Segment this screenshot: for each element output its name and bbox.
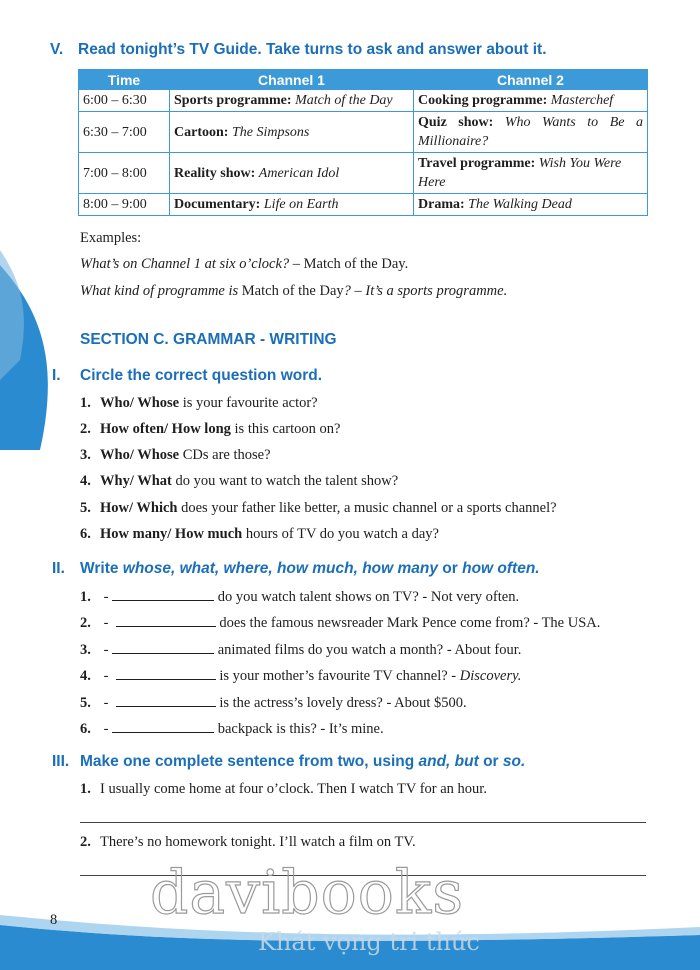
tv-guide-table — [78, 69, 648, 216]
word-options[interactable]: How many/ How much — [100, 526, 243, 542]
item-text: is your favourite actor? — [179, 395, 318, 411]
item-number: 1. — [80, 395, 91, 411]
list-item — [80, 667, 521, 685]
list-item — [80, 473, 398, 490]
answer-blank[interactable] — [112, 720, 214, 733]
list-item — [80, 641, 521, 659]
item-text: backpack is this? - It’s mine. — [214, 721, 384, 737]
item-number: 5. — [80, 695, 91, 711]
dash: - — [103, 589, 109, 605]
examples-label: Examples: — [80, 230, 142, 246]
item-number: 6. — [80, 721, 91, 737]
dash: - — [103, 721, 109, 737]
programme-title: The Walking Dead — [468, 197, 572, 212]
exercise-instruction: Read tonight’s TV Guide. Take turns to ask and answer about it. — [78, 41, 547, 58]
programme-title: Wish You Were Here — [418, 156, 622, 190]
instruction-last: so. — [502, 753, 526, 770]
list-item — [80, 421, 340, 438]
watermark-brand: davibooks — [150, 858, 465, 928]
table-row — [79, 194, 648, 216]
table-header-row — [79, 70, 648, 90]
page-number: 8 — [50, 912, 58, 928]
item-number: 1. — [80, 781, 91, 797]
dash: - — [103, 695, 109, 711]
header-channel-1: Channel 1 — [170, 70, 414, 90]
list-item — [80, 834, 416, 851]
list-item — [80, 395, 318, 412]
item-number: 2. — [80, 421, 91, 437]
programme-type: Drama: — [418, 197, 465, 212]
item-text: CDs are those? — [179, 447, 271, 463]
list-item — [80, 447, 271, 464]
programme-title: The Simpsons — [231, 124, 310, 140]
section-title: SECTION C. GRAMMAR - WRITING — [80, 331, 337, 348]
instruction-words: whose, what, where, how much, how many — [122, 560, 438, 577]
channel-2-cell — [414, 194, 648, 216]
item-text: hours of TV do you watch a day? — [242, 526, 439, 542]
time-cell: 8:00 – 9:00 — [79, 194, 170, 216]
example-2 — [80, 283, 507, 300]
programme-type: Travel programme: — [418, 156, 536, 171]
left-edge-swoosh — [0, 250, 60, 450]
programme-title: Match of the Day — [295, 93, 393, 108]
programme-title: Masterchef — [550, 93, 614, 108]
item-number: 6. — [80, 526, 91, 542]
answer-blank[interactable] — [112, 588, 214, 601]
word-options[interactable]: Who/ Whose — [100, 447, 180, 463]
list-item — [80, 694, 467, 712]
dash: - — [103, 642, 109, 658]
word-options[interactable]: Who/ Whose — [100, 395, 180, 411]
answer-blank[interactable] — [116, 667, 216, 680]
instruction-or: or — [438, 560, 463, 577]
channel-1-cell — [170, 112, 414, 153]
answer-blank[interactable] — [112, 641, 214, 654]
table-row — [79, 112, 648, 153]
example-question: What’s on Channel 1 at six o’clock? — [80, 256, 290, 272]
instruction-prefix: Make one complete sentence from two, using — [80, 753, 419, 770]
header-time: Time — [79, 70, 170, 90]
item-text: There’s no homework tonight. I’ll watch a film on TV. — [100, 834, 416, 850]
programme-type: Cooking programme: — [418, 93, 548, 108]
example-question: What kind of programme is — [80, 283, 239, 299]
time-cell: 7:00 – 8:00 — [79, 153, 170, 194]
item-text: is your mother’s favourite TV channel? - — [215, 668, 460, 684]
list-item — [80, 526, 439, 543]
time-cell: 6:30 – 7:00 — [79, 112, 170, 153]
item-number: 3. — [80, 447, 91, 463]
item-number: 5. — [80, 500, 91, 516]
header-channel-2: Channel 2 — [414, 70, 648, 90]
programme-title: American Idol — [258, 165, 340, 181]
item-number: 1. — [80, 589, 91, 605]
item-answer: Discovery. — [459, 668, 522, 684]
exercise-number: V. — [50, 41, 64, 58]
item-number: 4. — [80, 668, 91, 684]
item-text: is the actress’s lovely dress? - About $500. — [215, 695, 467, 711]
dash: - — [103, 668, 109, 684]
exercise-v-heading — [50, 41, 547, 59]
programme-type: Quiz show: — [418, 115, 494, 130]
table-row — [79, 90, 648, 112]
answer-blank[interactable] — [116, 694, 216, 707]
item-number: 4. — [80, 473, 91, 489]
time-cell: 6:00 – 6:30 — [79, 90, 170, 112]
instruction-last: how often. — [462, 560, 540, 577]
answer-blank[interactable] — [116, 614, 216, 627]
channel-1-cell — [170, 194, 414, 216]
exercise-ii-heading — [52, 560, 540, 578]
item-number: 3. — [80, 642, 91, 658]
programme-type: Sports programme: — [174, 93, 292, 108]
table-row — [79, 153, 648, 194]
item-text: is this cartoon on? — [230, 421, 341, 437]
list-item — [80, 720, 384, 738]
exercise-i-heading — [52, 367, 322, 385]
exercise-instruction: Circle the correct question word. — [80, 367, 323, 384]
exercise-number: I. — [52, 367, 61, 384]
item-text: I usually come home at four o’clock. Then I watch TV for an hour. — [100, 781, 487, 797]
programme-title: Life on Earth — [263, 197, 339, 212]
item-text: do you want to watch the talent show? — [171, 473, 399, 489]
programme-title: Who Wants to Be a Millionaire? — [418, 115, 643, 149]
exercise-number: III. — [52, 753, 70, 770]
dash: - — [103, 615, 109, 631]
example-question-title: Match of the Day — [238, 283, 344, 299]
example-answer: It’s a sports programme. — [365, 283, 508, 299]
channel-2-cell — [414, 153, 648, 194]
item-number: 2. — [80, 615, 91, 631]
item-text: does your father like better, a music channel or a sports channel? — [177, 500, 557, 516]
exercise-iii-heading — [52, 753, 525, 771]
example-answer: – Match of the Day. — [289, 256, 409, 272]
item-text: animated films do you watch a month? - About four. — [214, 642, 522, 658]
list-item — [80, 500, 557, 517]
list-item — [80, 614, 600, 632]
programme-type: Documentary: — [174, 197, 261, 212]
example-question-end: ? – — [343, 283, 366, 299]
watermark-tagline: Khát vọng tri thức — [258, 928, 480, 956]
item-text: does the famous newsreader Mark Pence come from? - The USA. — [215, 615, 601, 631]
programme-type: Reality show: — [174, 165, 256, 181]
instruction-prefix: Write — [80, 560, 123, 577]
instruction-or: or — [478, 753, 503, 770]
instruction-words: and, but — [418, 753, 479, 770]
channel-1-cell — [170, 90, 414, 112]
item-text: do you watch talent shows on TV? - Not very often. — [214, 589, 520, 605]
programme-type: Cartoon: — [174, 124, 229, 140]
channel-2-cell — [414, 112, 648, 153]
channel-2-cell — [414, 90, 648, 112]
list-item — [80, 781, 487, 798]
answer-line[interactable] — [80, 822, 646, 823]
word-options[interactable]: Why/ What — [100, 473, 172, 489]
item-number: 2. — [80, 834, 91, 850]
channel-1-cell — [170, 153, 414, 194]
exercise-number: II. — [52, 560, 65, 577]
word-options[interactable]: How often/ How long — [100, 421, 231, 437]
example-1 — [80, 256, 408, 273]
word-options[interactable]: How/ Which — [100, 500, 178, 516]
list-item — [80, 588, 519, 606]
